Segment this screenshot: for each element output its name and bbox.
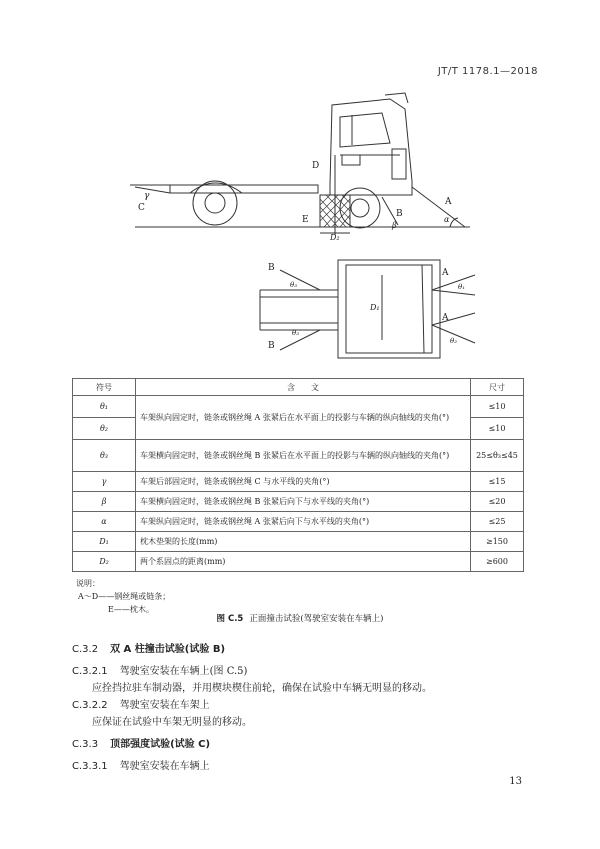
section-title: 驾驶室安装在车辆上(图 C.5) <box>119 666 248 677</box>
section-title: 双 A 柱撞击试验(试验 B) <box>110 644 226 655</box>
notes-item-sleeper: E——枕木。 <box>108 605 154 614</box>
section-number: C.3.3.1 <box>72 761 108 772</box>
caption-text: 正面撞击试验(驾驶室安装在车辆上) <box>249 614 384 624</box>
mirror <box>385 93 408 103</box>
cable-b-bottom <box>280 330 320 350</box>
rear-wheel <box>193 181 237 225</box>
meaning-cell: 车架横向固定时，链条或钢丝绳 B 张紧后在水平面上的投影与车辆的纵向轴线的夹角(°) <box>136 440 471 472</box>
parameter-table <box>72 378 524 572</box>
symbol-cell: θ₃ <box>73 440 136 472</box>
size-cell: ≤10 <box>471 418 524 440</box>
label-theta3-top: θ₃ <box>290 281 298 289</box>
cable-a-upper <box>432 275 475 290</box>
symbol-cell: γ <box>73 472 136 492</box>
size-cell: ≤10 <box>471 396 524 418</box>
section-number: C.3.3 <box>72 739 99 750</box>
notes-item-cables: A～D——钢丝绳或链条； <box>78 592 171 601</box>
label-b-top: B <box>268 263 275 273</box>
test-setup-figure <box>120 85 490 370</box>
header-size: 尺寸 <box>471 379 524 396</box>
table-row <box>73 440 524 472</box>
table-header-row <box>73 379 524 396</box>
paragraph-c-3-2-2: 应保证在试验中车架无明显的移动。 <box>92 717 252 728</box>
size-cell: ≥150 <box>471 532 524 552</box>
meaning-cell: 车架纵向固定时，链条或钢丝绳 A 张紧后在水平面上的投影与车辆的纵向轴线的夹角(°) <box>136 396 471 440</box>
symbol-cell: D₂ <box>73 552 136 572</box>
label-b: B <box>396 209 403 219</box>
section-title: 驾驶室安装在车辆上 <box>119 761 210 772</box>
section-number: C.3.2.2 <box>72 700 108 711</box>
cable-c <box>135 187 170 193</box>
symbol-cell: θ₂ <box>73 418 136 440</box>
notes-title: 说明： <box>76 579 100 588</box>
label-theta1: θ₁ <box>458 283 466 291</box>
label-a-top: A <box>442 268 449 278</box>
size-cell: ≤15 <box>471 472 524 492</box>
label-theta3-bottom: θ₃ <box>292 329 300 337</box>
table-row <box>73 396 524 418</box>
section-number: C.3.2.1 <box>72 666 108 677</box>
label-theta2: θ₂ <box>450 337 458 345</box>
meaning-cell: 枕木垫架的长度(mm) <box>136 532 471 552</box>
label-a: A <box>445 197 452 207</box>
meaning-cell: 车架后部固定时，链条或钢丝绳 C 与水平线的夹角(°) <box>136 472 471 492</box>
figure-caption <box>0 612 600 624</box>
header-meaning: 含 文 <box>136 379 471 396</box>
paragraph-c-3-2-1: 应拴挡拉驻车制动器，并用楔块楔住前轮，确保在试验中车辆无明显的移动。 <box>92 683 432 694</box>
label-d1: D₁ <box>370 303 380 312</box>
cab-window <box>340 113 390 147</box>
symbol-cell: D₁ <box>73 532 136 552</box>
table-row <box>73 512 524 532</box>
document-id: JT/T 1178.1—2018 <box>437 66 538 77</box>
label-d: D <box>312 161 320 171</box>
table-row <box>73 532 524 552</box>
section-title: 顶部强度试验(试验 C) <box>110 739 211 750</box>
page-number: 13 <box>509 776 522 787</box>
figure-notes <box>76 577 170 616</box>
section-c-3-2-1 <box>72 662 247 677</box>
symbol-cell: θ₁ <box>73 396 136 418</box>
label-gamma: γ <box>144 191 150 201</box>
symbol-cell: β <box>73 492 136 512</box>
label-e: E <box>302 215 309 225</box>
label-d2: D₂ <box>330 233 340 242</box>
table-row <box>73 492 524 512</box>
cab-top-view <box>338 260 440 358</box>
front-wheel <box>340 188 380 228</box>
label-a-bottom: A <box>442 313 449 323</box>
meaning-cell: 两个系固点的距离(mm) <box>136 552 471 572</box>
size-cell: ≥600 <box>471 552 524 572</box>
meaning-cell: 车架纵向固定时，链条或钢丝绳 A 张紧后向下与水平线的夹角(°) <box>136 512 471 532</box>
size-cell: 25≤θ₃≤45 <box>471 440 524 472</box>
table-row <box>73 472 524 492</box>
section-c-3-2-2 <box>72 696 210 711</box>
size-cell: ≤25 <box>471 512 524 532</box>
meaning-cell: 车架横向固定时，链条或钢丝绳 B 张紧后向下与水平线的夹角(°) <box>136 492 471 512</box>
header-symbol: 符号 <box>73 379 136 396</box>
label-b-bottom: B <box>268 341 275 351</box>
label-c: C <box>138 203 145 213</box>
cable-b-top <box>280 270 320 290</box>
table-row <box>73 552 524 572</box>
label-beta: β <box>392 221 397 230</box>
section-c-3-3 <box>72 735 210 750</box>
label-alpha: α <box>444 215 450 224</box>
symbol-cell: α <box>73 512 136 532</box>
section-c-3-3-1 <box>72 757 210 772</box>
section-number: C.3.2 <box>72 644 99 655</box>
caption-number: 图 C.5 <box>216 614 244 624</box>
size-cell: ≤20 <box>471 492 524 512</box>
section-title: 驾驶室安装在车架上 <box>119 700 210 711</box>
figure-drawing <box>120 85 490 370</box>
cable-a <box>412 187 465 227</box>
section-c-3-2 <box>72 640 225 655</box>
